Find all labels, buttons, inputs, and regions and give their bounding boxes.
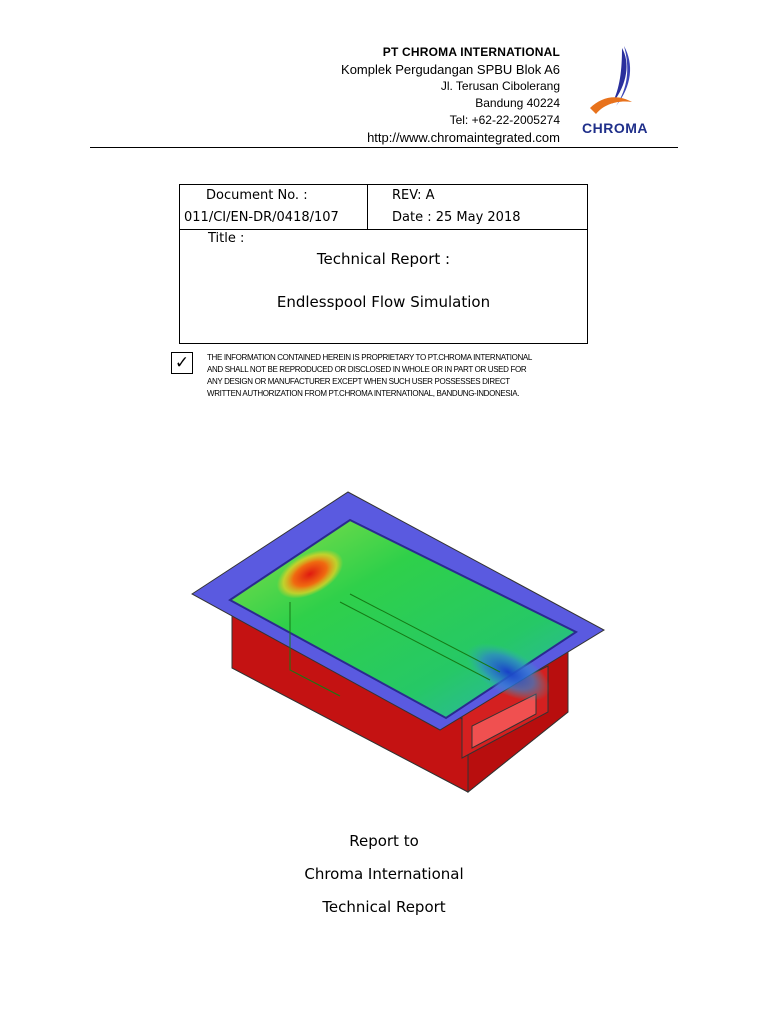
document-title-line-1: Technical Report : bbox=[316, 250, 451, 268]
revision-date-cell bbox=[368, 185, 587, 229]
company-address-block bbox=[341, 44, 560, 146]
revision-label: REV: A bbox=[392, 188, 435, 203]
chroma-logo bbox=[572, 44, 658, 140]
report-recipient-line: Chroma International bbox=[304, 865, 464, 883]
header-divider bbox=[90, 147, 678, 148]
title-label: Title : bbox=[208, 231, 245, 246]
document-info-table bbox=[179, 184, 588, 344]
chroma-logo-mark-icon bbox=[572, 44, 658, 120]
document-number-cell bbox=[180, 185, 368, 229]
company-address-line-2: Jl. Terusan Cibolerang bbox=[440, 79, 560, 93]
document-title-line-2: Endlesspool Flow Simulation bbox=[276, 293, 491, 311]
flow-simulation-image bbox=[190, 490, 610, 800]
document-number-value: 011/CI/EN-DR/0418/107 bbox=[184, 210, 339, 225]
proprietary-checkbox[interactable]: ✓ bbox=[171, 352, 193, 374]
document-info-top-row bbox=[180, 185, 587, 230]
notice-line: WRITTEN AUTHORIZATION FROM PT.CHROMA INTERNATIONAL, BANDUNG-INDONESIA. bbox=[207, 389, 520, 398]
notice-line: AND SHALL NOT BE REPRODUCED OR DISCLOSED IN WHOLE OR IN PART OR USED FOR bbox=[207, 365, 527, 374]
company-name: PT CHROMA INTERNATIONAL bbox=[382, 45, 560, 59]
notice-line: THE INFORMATION CONTAINED HEREIN IS PROPRIETARY TO PT.CHROMA INTERNATIONAL bbox=[207, 353, 532, 362]
notice-line: ANY DESIGN OR MANUFACTURER EXCEPT WHEN SUCH USER POSSESSES DIRECT bbox=[207, 377, 510, 386]
company-address-line-1: Komplek Pergudangan SPBU Blok A6 bbox=[341, 62, 560, 77]
company-website-link[interactable]: http://www.chromaintegrated.com bbox=[367, 130, 560, 145]
company-phone: Tel: +62-22-2005274 bbox=[449, 113, 560, 127]
proprietary-notice bbox=[207, 352, 597, 400]
company-city: Bandung 40224 bbox=[475, 96, 560, 110]
document-number-label: Document No. : bbox=[206, 188, 308, 203]
chroma-logo-text: CHROMA bbox=[582, 120, 648, 136]
report-type-line: Technical Report bbox=[322, 898, 446, 916]
document-date: Date : 25 May 2018 bbox=[392, 210, 521, 225]
report-to-line: Report to bbox=[349, 832, 419, 850]
